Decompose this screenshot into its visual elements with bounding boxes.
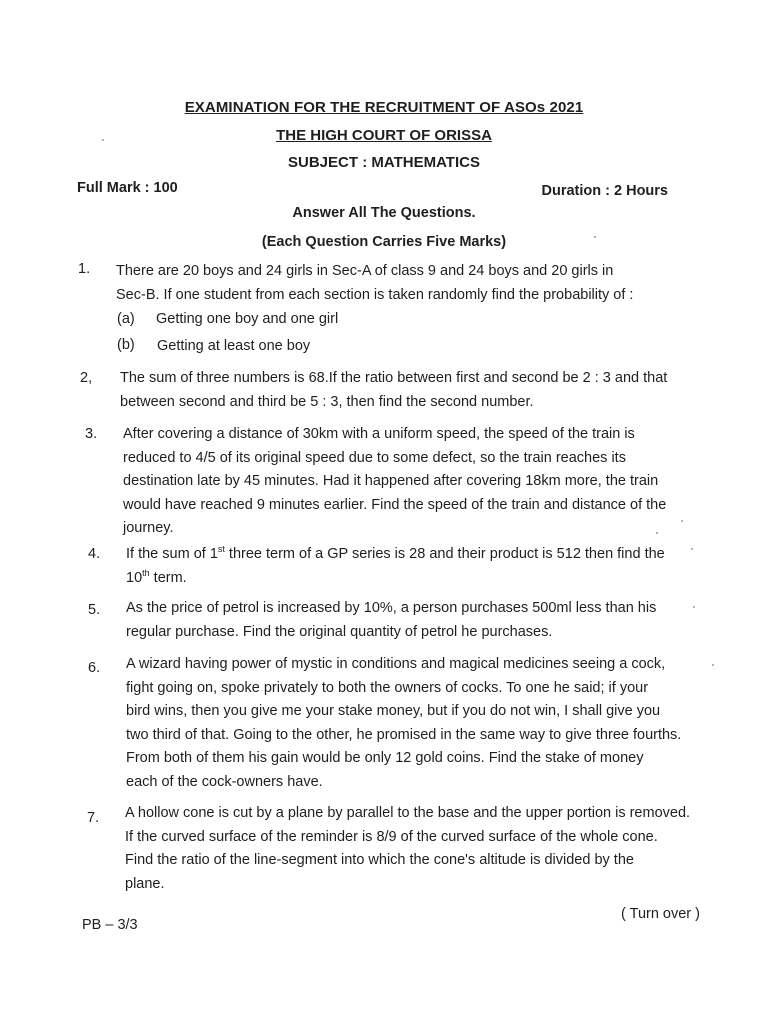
scan-speck bbox=[102, 139, 104, 141]
part-text: Getting one boy and one girl bbox=[156, 311, 339, 327]
question-line: bird wins, then you give me your stake money, but if you do not win, I shall give you bbox=[126, 703, 661, 719]
question-text bbox=[126, 543, 665, 590]
question-number: 1. bbox=[78, 261, 91, 277]
scan-speck bbox=[594, 236, 596, 238]
question-text bbox=[120, 367, 667, 414]
question-text bbox=[126, 653, 681, 794]
question-text bbox=[123, 423, 666, 541]
question-text bbox=[125, 802, 690, 896]
question-line: As the price of petrol is increased by 10%, a person purchases 500ml less than his bbox=[126, 600, 657, 616]
full-mark: Full Mark : 100 bbox=[77, 180, 178, 196]
question-text bbox=[116, 260, 633, 307]
scan-speck bbox=[656, 532, 658, 534]
scan-speck bbox=[712, 664, 714, 666]
part-label: (b) bbox=[117, 337, 135, 353]
scan-speck bbox=[691, 548, 693, 550]
question-text bbox=[126, 597, 656, 644]
scan-speck bbox=[681, 520, 683, 522]
question-line: A wizard having power of mystic in conditions and magical medicines seeing a cock, bbox=[126, 656, 666, 672]
question-text-part: 10 bbox=[126, 569, 143, 586]
question-line: Find the ratio of the line-segment into which the cone's altitude is divided by the bbox=[125, 852, 634, 868]
question-line: regular purchase. Find the original quantity of petrol he purchases. bbox=[126, 623, 553, 640]
question-number: 3. bbox=[85, 426, 98, 442]
instruction-answer-all: Answer All The Questions. bbox=[292, 205, 476, 221]
question-number: 6. bbox=[88, 660, 101, 676]
scan-speck bbox=[693, 606, 695, 608]
question-text-part: three term of a GP series is 28 and their product is 512 then find the bbox=[224, 546, 665, 562]
question-number: 2, bbox=[80, 370, 93, 386]
question-line: After covering a distance of 30km with a uniform speed, the speed of the train is bbox=[123, 426, 635, 442]
question-line: journey. bbox=[123, 520, 174, 536]
subject-line: SUBJECT : MATHEMATICS bbox=[288, 154, 480, 171]
exam-title: EXAMINATION FOR THE RECRUITMENT OF ASOs 2021 bbox=[184, 99, 584, 116]
question-line: between second and third be 5 : 3, then find the second number. bbox=[120, 393, 534, 410]
question-line: destination late by 45 minutes. Had it happened after covering 18km more, the train bbox=[123, 473, 659, 489]
question-number: 7. bbox=[87, 810, 100, 826]
question-line bbox=[126, 543, 665, 567]
question-line: plane. bbox=[125, 875, 165, 892]
duration: Duration : 2 Hours bbox=[541, 183, 668, 199]
part-label: (a) bbox=[117, 311, 135, 327]
question-line: fight going on, spoke privately to both the owners of cocks. To one he said; if your bbox=[126, 679, 649, 696]
ordinal-superscript: th bbox=[142, 567, 150, 578]
question-line: Sec-B. If one student from each section is taken randomly find the probability of : bbox=[116, 286, 634, 303]
turn-over-note: ( Turn over ) bbox=[621, 906, 700, 922]
question-line: The sum of three numbers is 68.If the ratio between first and second be 2 : 3 and that bbox=[120, 370, 668, 386]
question-number: 5. bbox=[88, 602, 101, 618]
part-text: Getting at least one boy bbox=[157, 338, 311, 354]
question-line: would have reached 9 minutes earlier. Find the speed of the train and distance of the bbox=[123, 496, 667, 513]
question-number: 4. bbox=[88, 546, 101, 562]
question-line: A hollow cone is cut by a plane by parallel to the base and the upper portion is removed. bbox=[125, 805, 691, 821]
question-line: reduced to 4/5 of its original speed due to some defect, so the train reaches its bbox=[123, 449, 626, 466]
instruction-marks: (Each Question Carries Five Marks) bbox=[261, 234, 507, 250]
question-line: If the curved surface of the reminder is 8/9 of the curved surface of the whole cone. bbox=[125, 828, 658, 845]
ordinal-superscript: st bbox=[217, 544, 225, 555]
question-line: each of the cock-owners have. bbox=[126, 773, 323, 790]
question-line: two third of that. Going to the other, he promised in the same way to give three fourths. bbox=[126, 726, 682, 743]
page-code: PB – 3/3 bbox=[82, 917, 138, 933]
question-line: There are 20 boys and 24 girls in Sec-A of class 9 and 24 boys and 20 girls in bbox=[116, 263, 614, 279]
question-line: From both of them his gain would be only 12 gold coins. Find the stake of money bbox=[126, 750, 644, 766]
question-line bbox=[126, 567, 665, 591]
question-text-part: If the sum of 1 bbox=[126, 546, 218, 562]
court-name: THE HIGH COURT OF ORISSA bbox=[276, 127, 492, 144]
question-text-part: term. bbox=[149, 569, 187, 586]
